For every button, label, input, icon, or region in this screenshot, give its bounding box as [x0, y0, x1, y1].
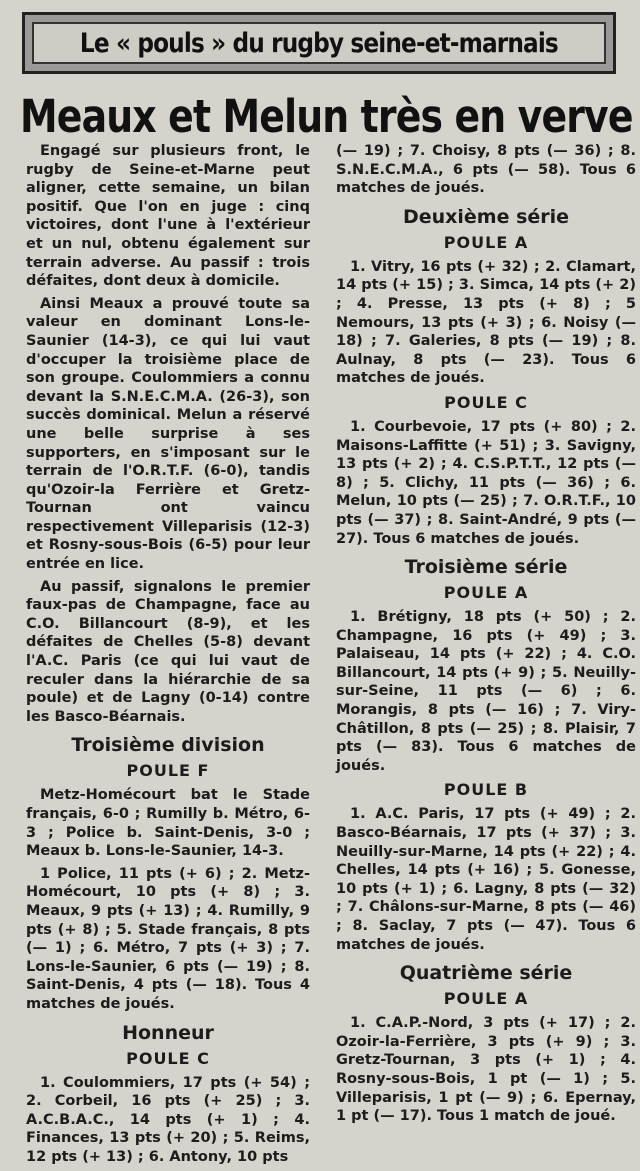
division3-poule-heading: POULE F [126, 761, 210, 781]
section-banner-title: Le « pouls » du rugby seine-et-marnais [80, 27, 558, 59]
intro-paragraph-2: Ainsi Meaux a prouvé toute sa valeur en dominant Lons-le-Saunier (14-3), ce qui lui vaut d'occuper la troisième place de son groupe. Coulommiers a connu devant la S.N.E.C.M.A. (26-3), son succès dominical. Melun a réservé une belle surprise à ses supporters, en s'imposant sur le terrain de l'O.R.T.F. (6-0), tandis qu'Ozoir-la Ferrière et Gretz-Tournan ont vaincu respectivement Villeparisis (12-3) et Rosny-sous-Bois (6-5) pour leur entrée en lice. [26, 295, 310, 573]
serie3-pouleA-heading: POULE A [443, 583, 529, 603]
serie2-heading: Deuxième série [402, 205, 570, 228]
serie2-pouleA-standings: 1. Vitry, 16 pts (+ 32) ; 2. Clamart, 14 pts (+ 15) ; 3. Simca, 14 pts (+ 2) ; 4. Presse, 13 pts (+ 8) ; 5 Nemours, 13 pts (+ 3) ; 6. Noisy (— 18) ; 7. Galeries, 8 pts (— 19) ; 8. Aulnay, 8 pts (— 23). Tous 6 matches de joués. [336, 258, 636, 387]
article-headline: Meaux et Melun très en verve [20, 90, 633, 143]
right-column [336, 142, 636, 1130]
serie4-heading: Quatrième série [399, 962, 573, 985]
serie3-pouleB-standings: 1. A.C. Paris, 17 pts (+ 49) ; 2. Basco-Béarnais, 17 pts (+ 37) ; 3. Neuilly-sur-Marne, 14 pts (+ 22) ; 4. Chelles, 14 pts (+ 16) ; 5. Gonesse, 10 pts (+ 1) ; 6. Lagny, 8 pts (— 32) ; 7. Châlons-sur-Marne, 8 pts (— 46) ; 8. Saclay, 7 pts (— 47). Tous 6 matches de joués. [336, 806, 636, 953]
serie2-pouleA-heading: POULE A [443, 232, 529, 252]
division3-results: Metz-Homécourt bat le Stade français, 6-0 ; Rumilly b. Métro, 6-3 ; Police b. Saint-Denis, 3-0 ; Meaux b. Lons-le-Saunier, 14-3. [26, 787, 310, 860]
division3-heading: Troisième division [71, 734, 265, 757]
honneur-poule-heading: POULE C [126, 1048, 210, 1068]
left-column [26, 142, 310, 1171]
intro-paragraph-3: Au passif, signalons le premier faux-pas de Champagne, face au C.O. Billancourt (8-9), et les défaites de Chelles (5-8) devant l'A.C. Paris (ce qui lui vaut de reculer dans la hiérarchie de sa poule) et de Lagny (0-14) contre les Basco-Béarnais. [26, 578, 310, 725]
honneur-standings: 1. Coulommiers, 17 pts (+ 54) ; 2. Corbeil, 16 pts (+ 25) ; 3. A.C.B.A.C., 14 pts (+ 1) ; 4. Finances, 13 pts (+ 20) ; 5. Reims, 12 pts (+ 13) ; 6. Antony, 10 pts [26, 1074, 310, 1165]
serie2-pouleC-standings: 1. Courbevoie, 17 pts (+ 80) ; 2. Maisons-Laffitte (+ 51) ; 3. Savigny, 13 pts (+ 2) ; 4. C.S.P.T.T., 12 pts (— 8) ; 5. Clichy, 11 pts (— 36) ; 6. Melun, 10 pts (— 25) ; 7. O.R.T.F., 10 pts (— 37) ; 8. Saint-André, 9 pts (— 27). Tous 6 matches de joués. [336, 418, 636, 547]
serie2-pouleC-heading: POULE C [444, 392, 528, 412]
serie4-pouleA-heading: POULE A [443, 989, 529, 1009]
section-banner-frame [32, 22, 606, 64]
division3-standings: 1 Police, 11 pts (+ 6) ; 2. Metz-Homécourt, 10 pts (+ 8) ; 3. Meaux, 9 pts (+ 13) ; 4. Rumilly, 9 pts (+ 8) ; 5. Stade français, 8 pts (— 1) ; 6. Métro, 7 pts (+ 3) ; 7. Lons-le-Saunier, 6 pts (— 19) ; 8. Saint-Denis, 4 pts (— 18). Tous 4 matches de joués. [26, 865, 310, 1012]
serie3-pouleA-standings: 1. Brétigny, 18 pts (+ 50) ; 2. Champagne, 16 pts (+ 49) ; 3. Palaiseau, 14 pts (+ 22) ; 4. C.O. Billancourt, 14 pts (+ 9) ; 5. Neuilly-sur-Seine, 11 pts (— 6) ; 6. Morangis, 8 pts (— 16) ; 7. Viry-Châtillon, 8 pts (— 25) ; 8. Plaisir, 7 pts (— 83). Tous 6 matches de joués. [336, 609, 636, 774]
honneur-continuation: (— 19) ; 7. Choisy, 8 pts (— 36) ; 8. S.N.E.C.M.A., 6 pts (— 58). Tous 6 matches de joués. [336, 143, 636, 197]
serie3-heading: Troisième série [404, 556, 568, 579]
serie4-pouleA-standings: 1. C.A.P.-Nord, 3 pts (+ 17) ; 2. Ozoir-la-Ferrière, 3 pts (+ 9) ; 3. Gretz-Tournan, 3 pts (+ 1) ; 4. Rosny-sous-Bois, 1 pt (— 1) ; 5. Villeparisis, 1 pt (— 9) ; 6. Epernay, 1 pt (— 17). Tous 1 match de joué. [336, 1015, 636, 1125]
intro-paragraph-1: Engagé sur plusieurs front, le rugby de Seine-et-Marne peut aligner, cette semaine, un bilan positif. Que l'on en juge : cinq victoires, dont l'une à l'extérieur et un nul, obtenu également sur terrain adverse. Au passif : trois défaites, dont deux à domicile. [26, 143, 310, 290]
serie3-pouleB-heading: POULE B [443, 780, 529, 800]
honneur-heading: Honneur [122, 1021, 214, 1044]
section-banner [22, 12, 616, 74]
